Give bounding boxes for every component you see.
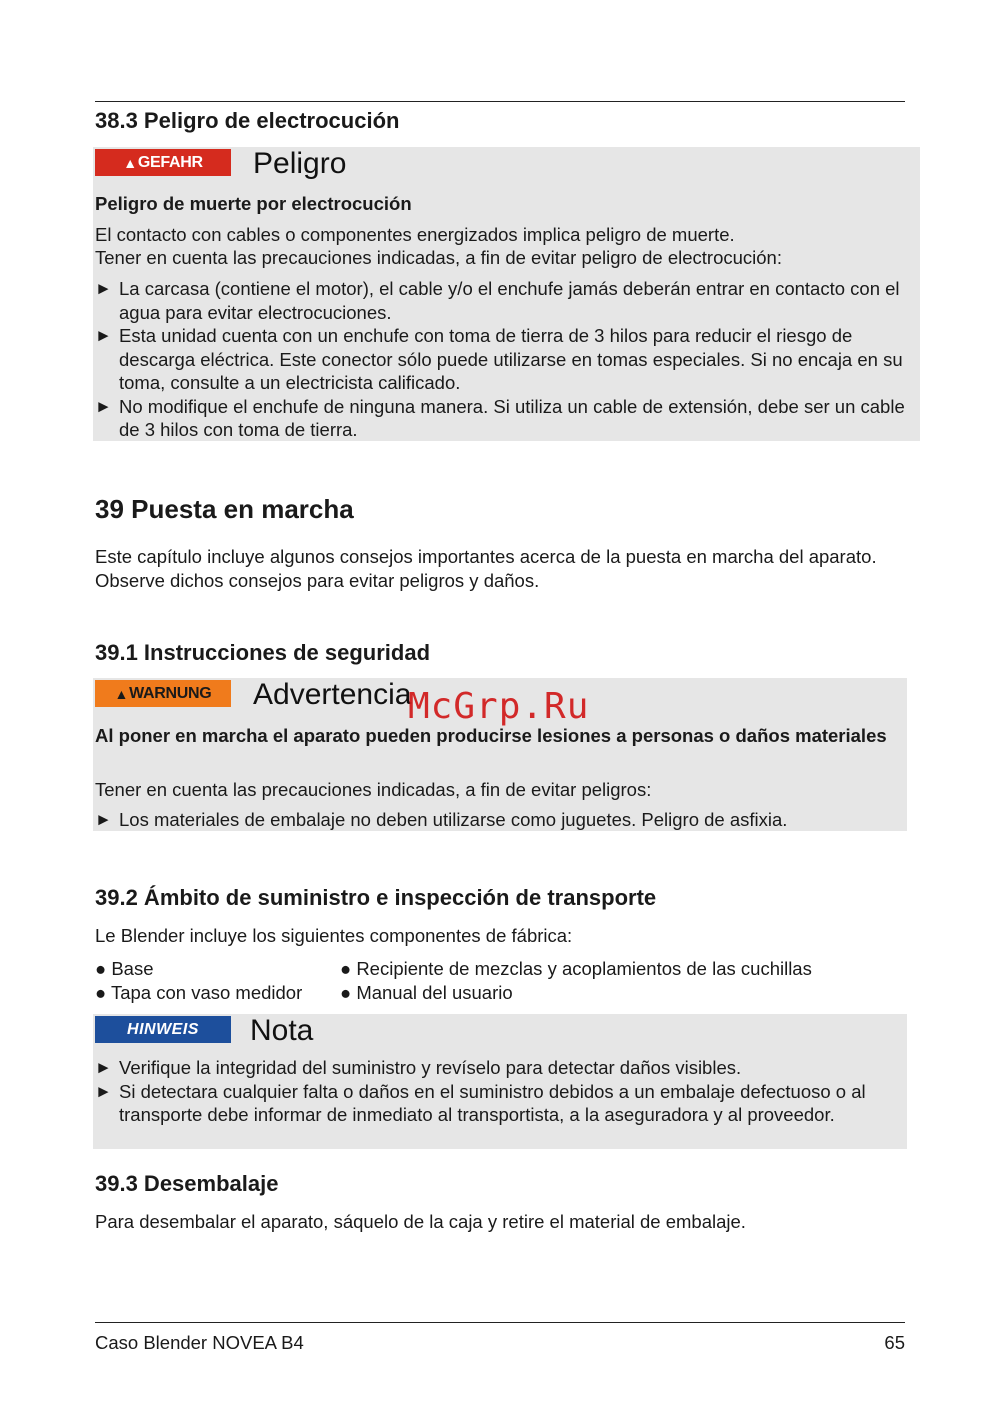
warning-text-1: Tener en cuenta las precauciones indicadas, a fin de evitar peligros:	[95, 779, 652, 800]
list-item: ► Verifique la integridad del suministro y revíselo para detectar daños visibles.	[95, 1056, 905, 1080]
danger-badge	[95, 149, 231, 176]
components-list	[95, 957, 900, 1005]
note-badge-label: HINWEIS	[127, 1020, 199, 1038]
warning-badge	[95, 680, 231, 707]
warning-heading: Advertencia	[253, 678, 412, 711]
section-39-3-text: Para desembalar el aparato, sáquelo de la caja y retire el material de embalaje.	[95, 1211, 746, 1232]
page-number: 65	[884, 1332, 905, 1353]
danger-text-2: Tener en cuenta las precauciones indicadas, a fin de evitar peligro de electrocución:	[95, 247, 782, 268]
note-heading: Nota	[250, 1014, 314, 1047]
watermark: McGrp.Ru	[408, 686, 590, 727]
list-item: ● Tapa con vaso medidor	[95, 982, 303, 1003]
list-item: ► La carcasa (contiene el motor), el cable y/o el enchufe jamás deberán entrar en contacto con el agua para evitar electrocuciones.	[95, 277, 917, 324]
section-39-2-intro: Le Blender incluye los siguientes componentes de fábrica:	[95, 925, 573, 946]
list-item: ● Base	[95, 958, 154, 979]
section-38-3-title: 38.3 Peligro de electrocución	[95, 108, 400, 133]
section-39-1-title: 39.1 Instrucciones de seguridad	[95, 640, 431, 665]
footer-divider	[95, 1322, 905, 1323]
note-list	[95, 1056, 905, 1127]
chapter-39-title: 39 Puesta en marcha	[95, 494, 354, 524]
danger-heading: Peligro	[253, 147, 347, 180]
warning-subheading: Al poner en marcha el aparato pueden producirse lesiones a personas o daños materiales	[95, 725, 887, 746]
danger-text-1: El contacto con cables o componentes energizados implica peligro de muerte.	[95, 224, 735, 245]
list-item: ● Recipiente de mezclas y acoplamientos de las cuchillas	[340, 958, 812, 979]
danger-list	[95, 277, 917, 442]
section-39-2-title: 39.2 Ámbito de suministro e inspección de transporte	[95, 885, 657, 910]
chapter-39-intro: Este capítulo incluye algunos consejos importantes acerca de la puesta en marcha del aparato. Observe dichos consejos para evitar peligros y daños.	[95, 546, 877, 591]
warning-badge-label: WARNUNG	[129, 684, 212, 702]
warning-list	[95, 808, 905, 832]
note-badge	[95, 1016, 231, 1043]
list-item: ► Esta unidad cuenta con un enchufe con toma de tierra de 3 hilos para reducir el riesgo de descarga eléctrica. Este conector sólo puede utilizarse en tomas especiales. Si no encaja en su toma, consulte a un electricista calificado.	[95, 324, 917, 395]
footer-title: Caso Blender NOVEA B4	[95, 1332, 304, 1353]
list-item: ► Si detectara cualquier falta o daños en el suministro debidos a un embalaje defectuoso o al transporte debe informar de inmediato al transportista, a la aseguradora y al proveedor.	[95, 1080, 905, 1127]
danger-badge-label: GEFAHR	[137, 153, 203, 171]
top-divider	[95, 101, 905, 102]
warning-triangle-icon: ▲	[114, 685, 129, 702]
list-item: ► No modifique el enchufe de ninguna manera. Si utiliza un cable de extensión, debe ser un cable de 3 hilos con toma de tierra.	[95, 395, 917, 442]
warning-triangle-icon: ▲	[123, 154, 137, 171]
list-item: ► Los materiales de embalaje no deben utilizarse como juguetes. Peligro de asfixia.	[95, 808, 905, 832]
section-39-3-title: 39.3 Desembalaje	[95, 1171, 279, 1196]
danger-subheading: Peligro de muerte por electrocución	[95, 193, 412, 214]
list-item: ● Manual del usuario	[340, 982, 513, 1003]
